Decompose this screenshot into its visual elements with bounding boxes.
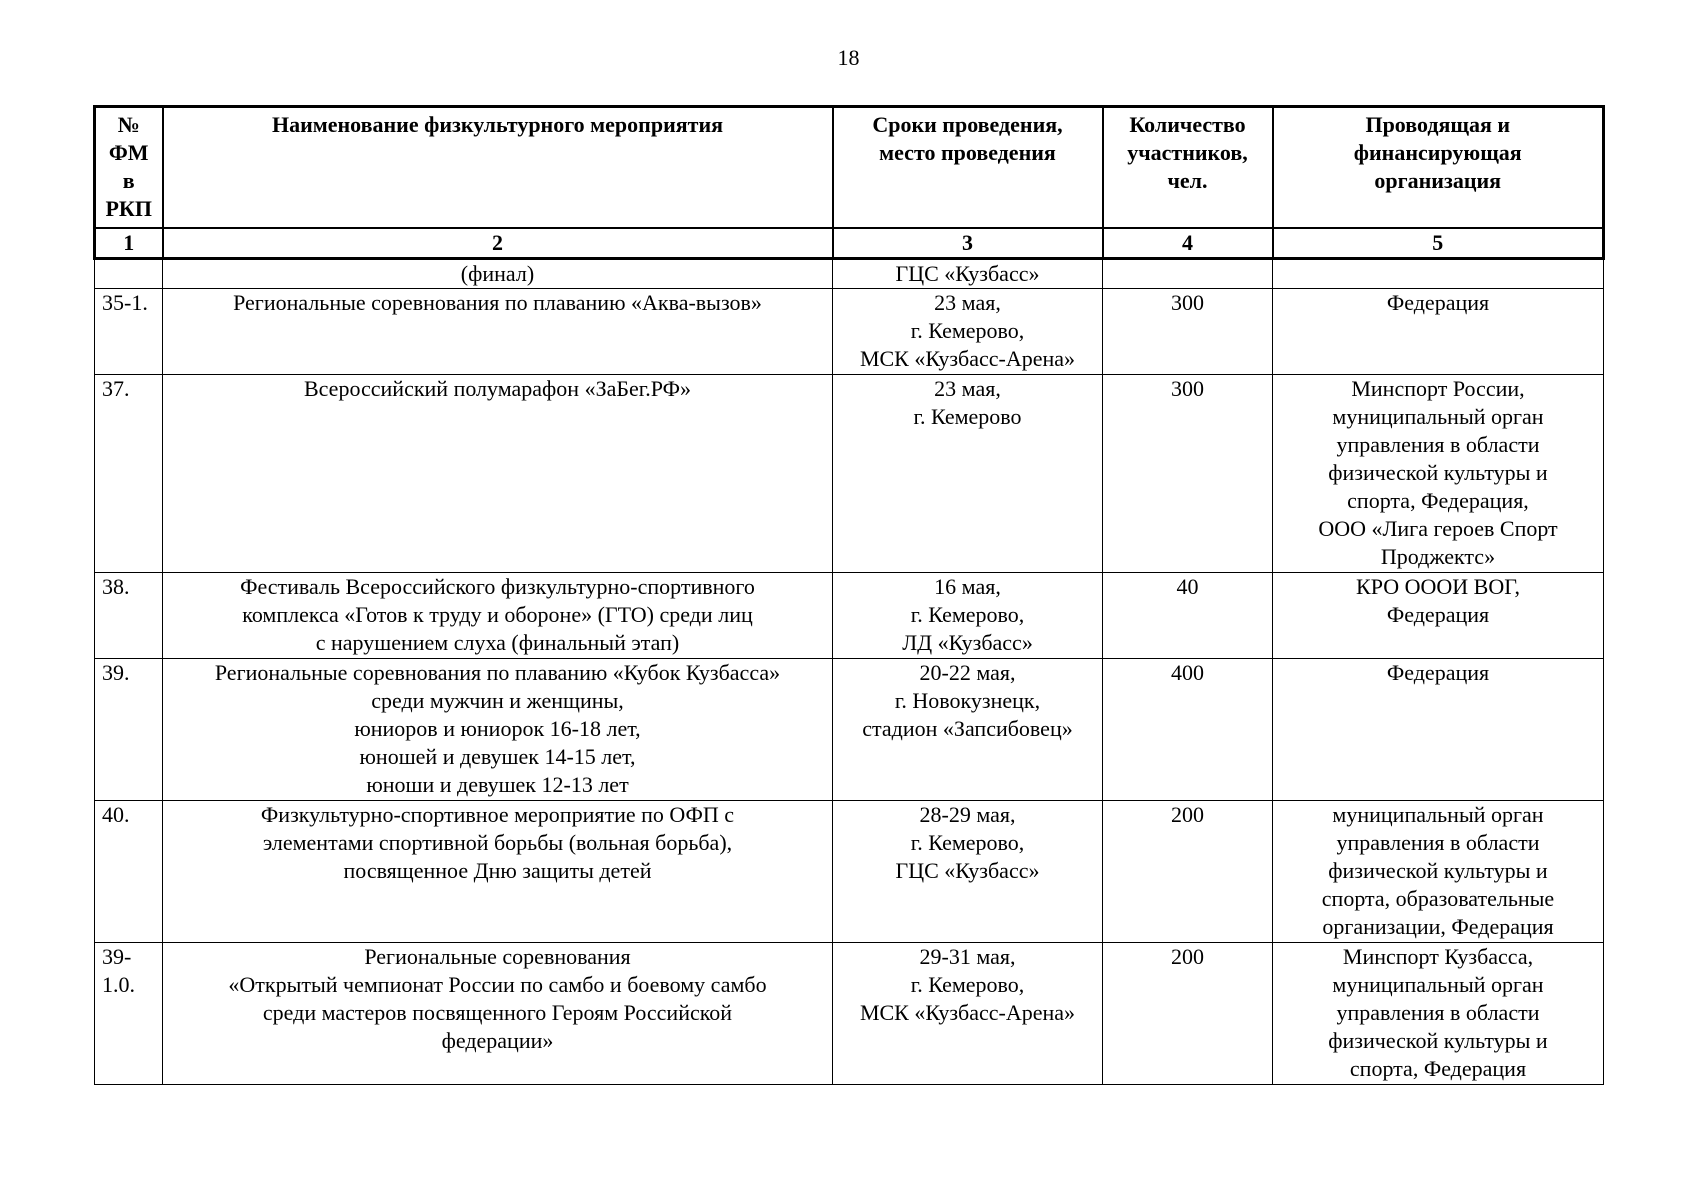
header-event-name: Наименование физкультурного мероприятия (163, 107, 833, 229)
cell-dates-place: 28-29 мая, г. Кемерово, ГЦС «Кузбасс» (833, 801, 1103, 943)
cell-organization: Минспорт Кузбасса, муниципальный орган управления в области физической культуры и спорта, Федерация (1273, 943, 1604, 1085)
cell-number: 37. (95, 375, 163, 573)
table-row (95, 659, 1604, 801)
table-row (95, 375, 1604, 573)
header-number: № ФМ в РКП (95, 107, 163, 229)
column-number: 4 (1103, 228, 1273, 259)
cell-event-name: Региональные соревнования «Открытый чемпионат России по самбо и боевому самбо среди мастеров посвященного Героям Российской федерации» (163, 943, 833, 1085)
column-number: 5 (1273, 228, 1604, 259)
cell-dates-place: 16 мая, г. Кемерово, ЛД «Кузбасс» (833, 573, 1103, 659)
table-row (95, 573, 1604, 659)
cell-participants: 300 (1103, 289, 1273, 375)
cell-dates-place: 23 мая, г. Кемерово, МСК «Кузбасс-Арена» (833, 289, 1103, 375)
cell-participants: 200 (1103, 801, 1273, 943)
cell-event-name: Фестиваль Всероссийского физкультурно-спортивного комплекса «Готов к труду и обороне» (ГТО) среди лиц с нарушением слуха (финальный этап) (163, 573, 833, 659)
header-organization: Проводящая и финансирующая организация (1273, 107, 1604, 229)
table-row (95, 801, 1604, 943)
cell-event-name: (финал) (163, 259, 833, 289)
cell-organization: муниципальный орган управления в области физической культуры и спорта, образовательные организации, Федерация (1273, 801, 1604, 943)
header-dates-place: Сроки проведения, место проведения (833, 107, 1103, 229)
cell-event-name: Физкультурно-спортивное мероприятие по ОФП с элементами спортивной борьбы (вольная борьба), посвященное Дню защиты детей (163, 801, 833, 943)
cell-participants: 40 (1103, 573, 1273, 659)
column-numbers-row (95, 228, 1604, 259)
events-table (93, 105, 1605, 1085)
table-row (95, 943, 1604, 1085)
cell-participants: 300 (1103, 375, 1273, 573)
cell-event-name: Всероссийский полумарафон «ЗаБег.РФ» (163, 375, 833, 573)
cell-organization: Федерация (1273, 659, 1604, 801)
cell-participants (1103, 259, 1273, 289)
page-number: 18 (837, 45, 860, 70)
table-row (95, 259, 1604, 289)
column-number: 1 (95, 228, 163, 259)
cell-number: 35-1. (95, 289, 163, 375)
cell-number: 38. (95, 573, 163, 659)
cell-number: 39- 1.0. (95, 943, 163, 1085)
cell-dates-place: 20-22 мая, г. Новокузнецк, стадион «Запсибовец» (833, 659, 1103, 801)
cell-number: 39. (95, 659, 163, 801)
cell-organization: Федерация (1273, 289, 1604, 375)
cell-dates-place: ГЦС «Кузбасс» (833, 259, 1103, 289)
header-row (95, 107, 1604, 229)
cell-event-name: Региональные соревнования по плаванию «Кубок Кузбасса» среди мужчин и женщины, юниоров и юниорок 16-18 лет, юношей и девушек 14-15 лет, юноши и девушек 12-13 лет (163, 659, 833, 801)
cell-organization: КРО ОООИ ВОГ, Федерация (1273, 573, 1604, 659)
cell-organization: Минспорт России, муниципальный орган управления в области физической культуры и спорта, Федерация, ООО «Лига героев Спорт Проджектс» (1273, 375, 1604, 573)
cell-participants: 200 (1103, 943, 1273, 1085)
cell-number (95, 259, 163, 289)
cell-dates-place: 29-31 мая, г. Кемерово, МСК «Кузбасс-Арена» (833, 943, 1103, 1085)
cell-event-name: Региональные соревнования по плаванию «Аква-вызов» (163, 289, 833, 375)
header-participants: Количество участников, чел. (1103, 107, 1273, 229)
cell-organization (1273, 259, 1604, 289)
cell-participants: 400 (1103, 659, 1273, 801)
cell-dates-place: 23 мая, г. Кемерово (833, 375, 1103, 573)
cell-number: 40. (95, 801, 163, 943)
column-number: 2 (163, 228, 833, 259)
table-row (95, 289, 1604, 375)
column-number: 3 (833, 228, 1103, 259)
